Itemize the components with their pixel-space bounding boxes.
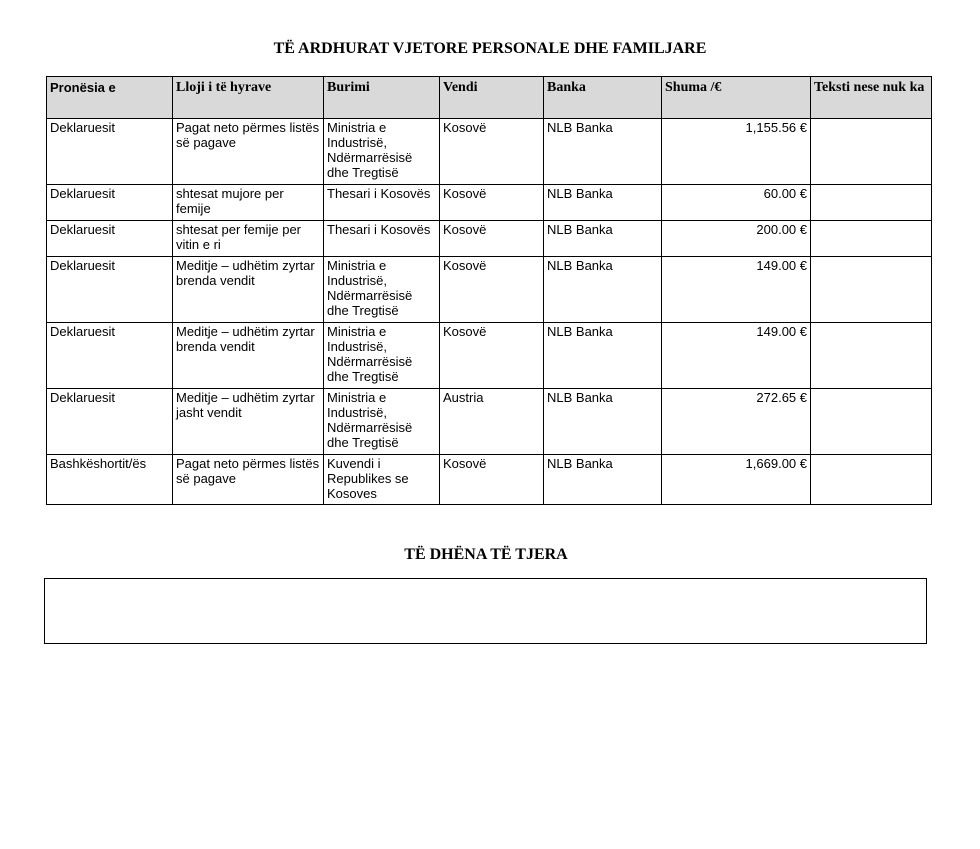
cell-income-type: Pagat neto përmes listës së pagave [173, 119, 324, 185]
cell-bank: NLB Banka [544, 455, 662, 505]
cell-note [811, 119, 932, 185]
cell-ownership: Deklaruesit [47, 257, 173, 323]
cell-source: Thesari i Kosovës [324, 185, 440, 221]
other-data-section-title: TË DHËNA TË TJERA [404, 546, 568, 563]
column-header-income-type: Lloji i të hyrave [173, 77, 324, 119]
cell-income-type: Meditje – udhëtim zyrtar brenda vendit [173, 257, 324, 323]
cell-amount: 149.00 € [662, 257, 811, 323]
cell-note [811, 221, 932, 257]
column-header-amount: Shuma /€ [662, 77, 811, 119]
column-header-country: Vendi [440, 77, 544, 119]
cell-bank: NLB Banka [544, 185, 662, 221]
cell-source: Ministria e Industrisë, Ndërmarrësisë dhe Tregtisë [324, 257, 440, 323]
cell-source: Ministria e Industrisë, Ndërmarrësisë dhe Tregtisë [324, 389, 440, 455]
cell-ownership: Deklaruesit [47, 185, 173, 221]
cell-amount: 149.00 € [662, 323, 811, 389]
cell-income-type: Meditje – udhëtim zyrtar jasht vendit [173, 389, 324, 455]
cell-bank: NLB Banka [544, 119, 662, 185]
cell-ownership: Deklaruesit [47, 389, 173, 455]
cell-ownership: Bashkëshortit/ës [47, 455, 173, 505]
cell-ownership: Deklaruesit [47, 119, 173, 185]
column-header-ownership: Pronësia e [47, 77, 173, 119]
cell-income-type: Pagat neto përmes listës së pagave [173, 455, 324, 505]
table-row [47, 185, 932, 221]
table-row [47, 257, 932, 323]
cell-note [811, 323, 932, 389]
cell-ownership: Deklaruesit [47, 323, 173, 389]
column-header-source: Burimi [324, 77, 440, 119]
cell-country: Kosovë [440, 221, 544, 257]
cell-income-type: Meditje – udhëtim zyrtar brenda vendit [173, 323, 324, 389]
cell-note [811, 389, 932, 455]
cell-ownership: Deklaruesit [47, 221, 173, 257]
cell-note [811, 185, 932, 221]
cell-bank: NLB Banka [544, 257, 662, 323]
cell-note [811, 455, 932, 505]
cell-source: Kuvendi i Republikes se Kosoves [324, 455, 440, 505]
cell-country: Kosovë [440, 119, 544, 185]
cell-country: Kosovë [440, 185, 544, 221]
cell-bank: NLB Banka [544, 221, 662, 257]
cell-income-type: shtesat per femije per vitin e ri [173, 221, 324, 257]
cell-source: Ministria e Industrisë, Ndërmarrësisë dhe Tregtisë [324, 323, 440, 389]
cell-amount: 60.00 € [662, 185, 811, 221]
table-header-row [47, 77, 932, 119]
table-row [47, 455, 932, 505]
table-row [47, 389, 932, 455]
cell-source: Thesari i Kosovës [324, 221, 440, 257]
income-table [46, 76, 932, 505]
cell-bank: NLB Banka [544, 389, 662, 455]
cell-amount: 1,155.56 € [662, 119, 811, 185]
other-data-box [44, 578, 927, 644]
cell-country: Austria [440, 389, 544, 455]
cell-note [811, 257, 932, 323]
cell-bank: NLB Banka [544, 323, 662, 389]
cell-amount: 200.00 € [662, 221, 811, 257]
table-row [47, 323, 932, 389]
cell-income-type: shtesat mujore per femije [173, 185, 324, 221]
cell-source: Ministria e Industrisë, Ndërmarrësisë dhe Tregtisë [324, 119, 440, 185]
column-header-note: Teksti nese nuk ka [811, 77, 932, 119]
cell-country: Kosovë [440, 455, 544, 505]
column-header-bank: Banka [544, 77, 662, 119]
income-section-title: TË ARDHURAT VJETORE PERSONALE DHE FAMILJARE [273, 40, 707, 57]
cell-amount: 1,669.00 € [662, 455, 811, 505]
table-row [47, 221, 932, 257]
cell-country: Kosovë [440, 323, 544, 389]
cell-amount: 272.65 € [662, 389, 811, 455]
table-row [47, 119, 932, 185]
cell-country: Kosovë [440, 257, 544, 323]
